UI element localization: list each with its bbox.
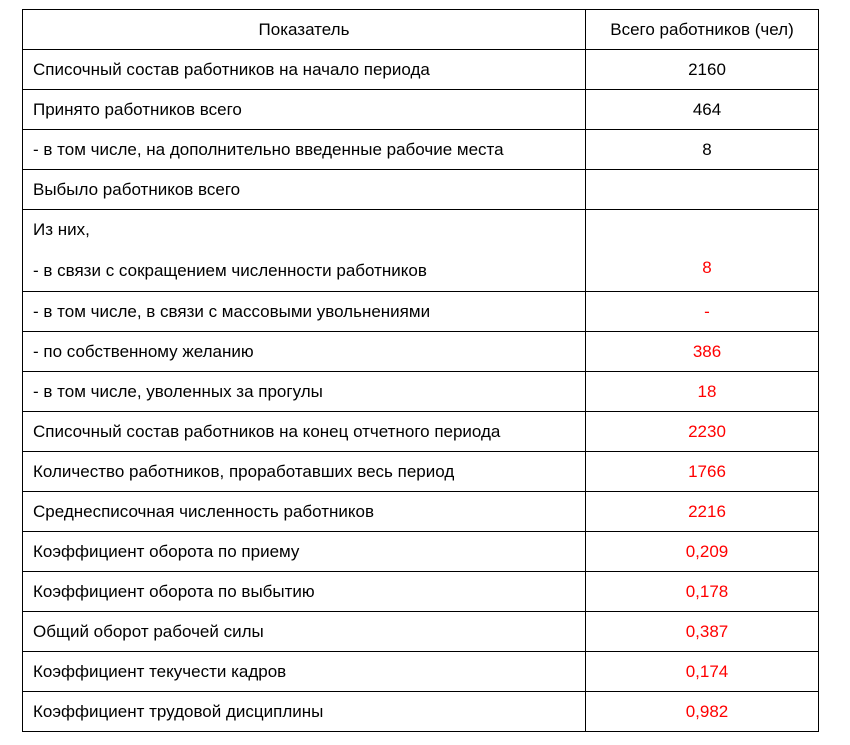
row-value: 0,982: [586, 692, 819, 732]
row-label-line: Из них,: [33, 220, 90, 239]
table-row: [23, 492, 819, 532]
row-label: Количество работников, проработавших весь период: [23, 452, 586, 492]
row-label: - в том числе, уволенных за прогулы: [23, 372, 586, 412]
row-label: Коэффициент оборота по выбытию: [23, 572, 586, 612]
row-label: [23, 210, 586, 292]
row-value: 2216: [586, 492, 819, 532]
row-value: 2230: [586, 412, 819, 452]
table-header-row: [23, 10, 819, 50]
header-indicator: Показатель: [23, 10, 586, 50]
row-label: Принято работников всего: [23, 90, 586, 130]
table-row: [23, 90, 819, 130]
row-value: 0,178: [586, 572, 819, 612]
table-row: [23, 332, 819, 372]
table-row: [23, 612, 819, 652]
table-row: [23, 412, 819, 452]
row-label: Среднесписочная численность работников: [23, 492, 586, 532]
row-label: - в том числе, в связи с массовыми увольнениями: [23, 292, 586, 332]
row-label: Списочный состав работников на начало периода: [23, 50, 586, 90]
table-row: [23, 372, 819, 412]
row-value: 0,387: [586, 612, 819, 652]
table-row: [23, 652, 819, 692]
table-row: [23, 292, 819, 332]
row-label: Коэффициент текучести кадров: [23, 652, 586, 692]
row-label: Коэффициент трудовой дисциплины: [23, 692, 586, 732]
row-label: Выбыло работников всего: [23, 170, 586, 210]
row-value: 8: [586, 130, 819, 170]
row-value: 0,174: [586, 652, 819, 692]
row-label: Коэффициент оборота по приему: [23, 532, 586, 572]
table-row: [23, 50, 819, 90]
table-row: [23, 170, 819, 210]
header-total-workers: Всего работников (чел): [586, 10, 819, 50]
table-row: [23, 532, 819, 572]
row-value: 2160: [586, 50, 819, 90]
row-value: 386: [586, 332, 819, 372]
table-row: [23, 130, 819, 170]
row-value: -: [586, 292, 819, 332]
table-row: [23, 452, 819, 492]
row-value: 8: [586, 210, 819, 292]
row-value: 0,209: [586, 532, 819, 572]
row-value: 464: [586, 90, 819, 130]
row-label-line: - в связи с сокращением численности работников: [33, 261, 427, 280]
row-value: 1766: [586, 452, 819, 492]
table-row: [23, 210, 819, 292]
row-label: Списочный состав работников на конец отчетного периода: [23, 412, 586, 452]
row-label: - по собственному желанию: [23, 332, 586, 372]
row-value: [586, 170, 819, 210]
workforce-table: [22, 9, 819, 732]
row-value: 18: [586, 372, 819, 412]
table-row: [23, 572, 819, 612]
row-label: Общий оборот рабочей силы: [23, 612, 586, 652]
row-label: - в том числе, на дополнительно введенные рабочие места: [23, 130, 586, 170]
table-row: [23, 692, 819, 732]
